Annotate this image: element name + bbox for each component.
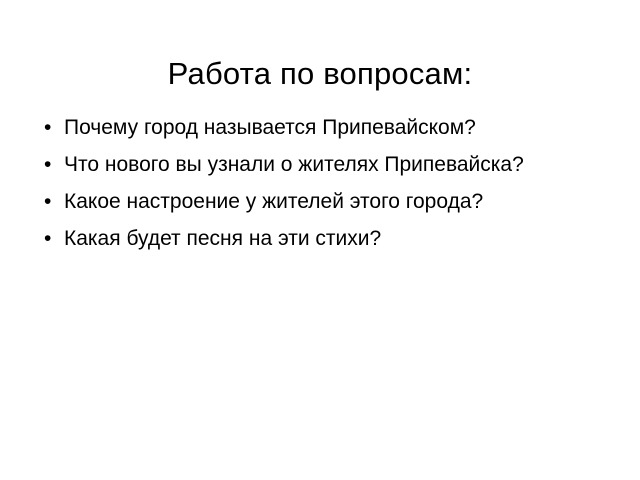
list-item-label: Какое настроение у жителей этого города? [64, 190, 484, 213]
bullet-dot-icon: • [44, 227, 52, 250]
page-title: Работа по вопросам: [167, 55, 473, 91]
list-item [38, 113, 534, 142]
list-item-label: Почему город называется Припевайском? [64, 116, 476, 139]
bullet-dot-icon: • [44, 190, 52, 213]
list-item [38, 224, 534, 253]
list-item [38, 150, 534, 179]
question-list [38, 113, 598, 261]
bullet-dot-icon: • [44, 116, 52, 139]
list-item-label: Что нового вы узнали о жителях Припевайска? [64, 153, 524, 176]
bullet-dot-icon: • [44, 153, 52, 176]
list-item-label: Какая будет песня на эти стихи? [64, 227, 382, 250]
list-item [38, 187, 534, 216]
